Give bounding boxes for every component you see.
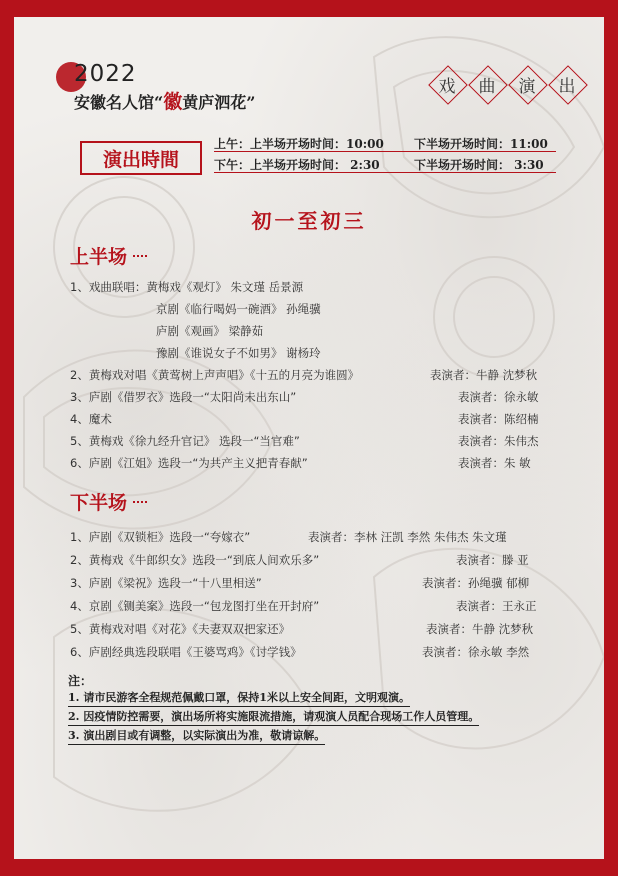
schedule-second-half: 下半场开场时间： 3:30: [414, 158, 544, 172]
program-performers: 表演者：朱伟杰: [458, 434, 539, 448]
program-item: 1、戏曲联唱：黄梅戏《观灯》 朱文瑾 岳景源: [70, 280, 304, 294]
badge-char: 曲: [468, 65, 506, 103]
note-item: 1. 请市民游客全程规范佩戴口罩，保持1米以上安全间距，文明观演。: [68, 689, 410, 707]
program-performers: 表演者：王永正: [456, 599, 537, 613]
program-performers: 表演者：朱 敏: [458, 456, 531, 470]
opera-badge: [428, 65, 588, 103]
brand-rest: 黄庐泗花: [182, 93, 247, 112]
program-item: 1、庐剧《双锁柜》选段一“夸嫁衣”: [70, 530, 251, 544]
note-item: 2. 因疫情防控需要，演出场所将实施限流措施，请观演人员配合现场工作人员管理。: [68, 708, 479, 726]
program-item: 豫剧《谁说女子不如男》 谢杨玲: [156, 346, 321, 360]
schedule-row-morning: [214, 135, 548, 152]
program-item: 2、黄梅戏《牛郎织女》选段一“到底人间欢乐多”: [70, 553, 320, 567]
notes-title: 注：: [68, 674, 93, 688]
program-performers: 表演者：徐永敏 李然: [422, 645, 530, 659]
program-item: 5、黄梅戏对唱《对花》《夫妻双双把家还》: [70, 622, 291, 636]
second-half-title: 下半场: [70, 488, 147, 515]
year-text: 2022: [74, 61, 137, 87]
program-performers: 表演者：孙绳骥 郁柳: [422, 576, 530, 590]
program-performers: 表演者：李林 汪凯 李然 朱伟杰 朱文瑾: [308, 530, 507, 544]
brand-prefix: 安徽名人馆: [74, 93, 155, 112]
schedule-divider: [214, 151, 556, 152]
program-performers: 表演者：徐永敏: [458, 390, 539, 404]
program-item: 京剧《临行喝妈一碗酒》 孙绳骥: [156, 302, 321, 316]
brand-open-quote: “: [154, 93, 164, 112]
schedule-label: 演出時間: [80, 141, 202, 175]
note-item: 3. 演出剧目或有调整，以实际演出为准，敬请谅解。: [68, 727, 325, 745]
schedule-first-half: 上午：上半场开场时间：10:00: [214, 137, 384, 151]
program-item: 4、京剧《铡美案》选段一“包龙图打坐在开封府”: [70, 599, 320, 613]
program-item: 5、黄梅戏《徐九经升官记》 选段一“当官难”: [70, 434, 300, 448]
schedule-divider: [214, 172, 556, 173]
program-item: 6、庐剧经典选段联唱《王婆骂鸡》《讨学钱》: [70, 645, 302, 659]
schedule-second-half: 下半场开场时间：11:00: [414, 137, 548, 151]
badge-char: 出: [548, 65, 586, 103]
brand-title: [74, 87, 255, 114]
program-item: 6、庐剧《江姐》选段一“为共产主义把青春献”: [70, 456, 308, 470]
brand-close-quote: ”: [246, 93, 256, 112]
brand-emphasis: 徽: [163, 91, 183, 113]
program-item: 2、黄梅戏对唱《黄莺树上声声唱》《十五的月亮为谁圆》: [70, 368, 360, 382]
program-item: 3、庐剧《梁祝》选段一“十八里相送”: [70, 576, 262, 590]
badge-char: 演: [508, 65, 546, 103]
program-performers: 表演者：滕 亚: [456, 553, 529, 567]
program-performers: 表演者：陈绍楠: [458, 412, 539, 426]
program-item: 庐剧《观画》 梁静茹: [156, 324, 264, 338]
program-item: 3、庐剧《借罗衣》选段一“太阳尚未出东山”: [70, 390, 297, 404]
program-item: 4、魔术: [70, 412, 112, 426]
poster-paper: [14, 17, 604, 859]
schedule-row-afternoon: [214, 156, 544, 173]
schedule-first-half: 下午：上半场开场时间： 2:30: [214, 158, 380, 172]
program-performers: 表演者：牛静 沈梦秋: [426, 622, 534, 636]
first-half-title: 上半场: [70, 242, 147, 269]
badge-char: 戏: [428, 65, 466, 103]
program-performers: 表演者：牛静 沈梦秋: [430, 368, 538, 382]
day-range-title: 初一至初三: [251, 209, 367, 233]
